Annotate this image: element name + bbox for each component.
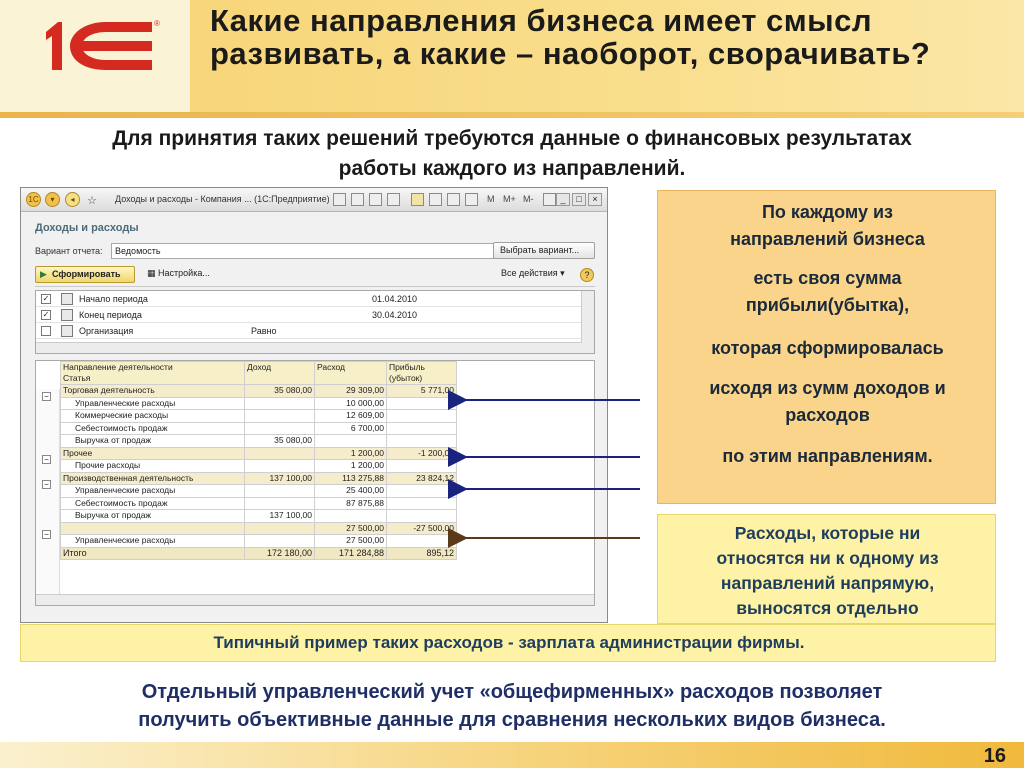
row-expense: 27 500,00: [315, 522, 387, 535]
table-icon: [61, 309, 73, 321]
info-box-expenses: [657, 514, 996, 624]
param-row[interactable]: [36, 307, 582, 323]
total-name: Итого: [61, 547, 245, 560]
slide-title: Какие направления бизнеса имеет смысл развивать, а какие – наоборот, сворачивать?: [210, 3, 931, 71]
app-window: [20, 187, 608, 623]
row-name: [61, 522, 245, 535]
report-table: [60, 361, 457, 560]
row-expense: [315, 510, 387, 523]
row-profit: [387, 497, 457, 510]
param-value[interactable]: Равно: [251, 326, 277, 336]
row-name: Коммерческие расходы: [61, 410, 245, 423]
choose-variant-button[interactable]: Выбрать вариант...: [493, 242, 595, 259]
row-income: 35 080,00: [245, 435, 315, 448]
table-icon: [61, 293, 73, 305]
total-expense: 171 284,88: [315, 547, 387, 560]
subtitle-line-1: Для принятия таких решений требуются данные о финансовых результатах: [112, 127, 912, 150]
row-name: Управленческие расходы: [61, 397, 245, 410]
table-row[interactable]: [61, 410, 457, 423]
row-income: [245, 485, 315, 498]
memory-mplus-button[interactable]: M+: [503, 194, 516, 204]
info-line: относятся ни к одному из: [716, 548, 939, 568]
star-icon[interactable]: ☆: [87, 195, 97, 207]
row-name: Прочее: [61, 447, 245, 460]
slide-header: [0, 0, 1024, 118]
all-actions-button[interactable]: Все действия ▾: [501, 268, 565, 278]
table-row[interactable]: [61, 497, 457, 510]
subtitle-line-2: работы каждого из направлений.: [338, 157, 686, 180]
favorite-icon[interactable]: [411, 193, 424, 206]
row-expense: 29 309,00: [315, 385, 387, 398]
row-name: Прочие расходы: [61, 460, 245, 473]
table-row[interactable]: [61, 435, 457, 448]
collapse-icon[interactable]: −: [42, 392, 51, 401]
param-value[interactable]: 01.04.2010: [372, 294, 418, 304]
maximize-icon[interactable]: □: [572, 193, 586, 206]
row-profit: [387, 535, 457, 548]
param-checkbox[interactable]: [41, 326, 51, 336]
row-income: [245, 397, 315, 410]
row-expense: 87 875,88: [315, 497, 387, 510]
row-income: [245, 522, 315, 535]
save-icon[interactable]: [333, 193, 346, 206]
window-titlebar: [21, 188, 607, 212]
header-profit: [387, 362, 457, 385]
header-item-label: Статья: [63, 373, 91, 383]
row-name: Выручка от продаж: [61, 435, 245, 448]
help-icon[interactable]: ?: [580, 268, 594, 282]
preview-icon[interactable]: [369, 193, 382, 206]
report-parameters: [35, 290, 595, 354]
info-line: прибыли(убытка),: [745, 295, 910, 315]
row-profit: [387, 510, 457, 523]
table-row[interactable]: [61, 535, 457, 548]
param-name: Конец периода: [79, 310, 142, 320]
conclusion-line-1: Отдельный управленческий учет «общефирменных» расходов позволяет: [141, 681, 883, 703]
dropdown-icon[interactable]: ▾: [45, 192, 60, 207]
app-menu-icon[interactable]: 1С: [26, 192, 41, 207]
toolbar-separator: [35, 286, 595, 287]
info-icon[interactable]: [543, 193, 556, 206]
param-name: Организация: [79, 326, 134, 336]
slide-footer: [0, 742, 1024, 768]
info-line: По каждому из: [761, 202, 893, 222]
collapse-icon[interactable]: −: [42, 530, 51, 539]
calc-icon[interactable]: [447, 193, 460, 206]
variant-label: Вариант отчета:: [35, 246, 103, 256]
info-line: расходов: [785, 405, 870, 425]
header-direction-label: Направление деятельности: [63, 362, 173, 372]
row-name: Управленческие расходы: [61, 485, 245, 498]
row-expense: 27 500,00: [315, 535, 387, 548]
row-name: Торговая деятельность: [61, 385, 245, 398]
row-income: [245, 410, 315, 423]
info-line: исходя из сумм доходов и: [709, 378, 946, 398]
conclusion-text: [0, 678, 1024, 734]
table-row[interactable]: [61, 510, 457, 523]
row-income: 137 100,00: [245, 472, 315, 485]
table-row[interactable]: [61, 422, 457, 435]
info-line: есть своя сумма: [753, 268, 902, 288]
param-checkbox[interactable]: ✓: [42, 310, 50, 319]
memory-mminus-button[interactable]: M-: [523, 194, 534, 204]
row-profit: [387, 422, 457, 435]
row-expense: 10 000,00: [315, 397, 387, 410]
row-income: [245, 422, 315, 435]
row-profit: [387, 435, 457, 448]
header-loss-label: (убыток): [389, 373, 423, 383]
window-title: Доходы и расходы - Компания ... (1С:Предприятие): [115, 194, 330, 204]
row-expense: 6 700,00: [315, 422, 387, 435]
param-name: Начало периода: [79, 294, 148, 304]
table-row[interactable]: [61, 397, 457, 410]
row-income: [245, 535, 315, 548]
info-line: выносятся отдельно: [736, 598, 919, 618]
table-row[interactable]: [61, 385, 457, 398]
settings-button-label: Настройка...: [158, 268, 210, 278]
param-checkbox[interactable]: ✓: [42, 294, 50, 303]
row-name: Управленческие расходы: [61, 535, 245, 548]
table-row[interactable]: [61, 460, 457, 473]
header-expense: Расход: [315, 362, 387, 385]
table-row[interactable]: [61, 472, 457, 485]
params-vertical-scrollbar[interactable]: [581, 291, 594, 353]
header-direction: [61, 362, 245, 385]
row-income: 137 100,00: [245, 510, 315, 523]
row-profit: [387, 397, 457, 410]
row-profit: [387, 485, 457, 498]
form-header: Доходы и расходы: [35, 222, 139, 234]
slide-subtitle: [0, 124, 1024, 184]
arrow-icon[interactable]: ◂: [65, 192, 80, 207]
info-line: направлений бизнеса: [730, 229, 925, 249]
row-profit: [387, 410, 457, 423]
row-income: [245, 447, 315, 460]
table-total-row[interactable]: [61, 547, 457, 560]
print-icon[interactable]: [351, 193, 364, 206]
param-value[interactable]: 30.04.2010: [372, 310, 418, 320]
table-icon: [61, 325, 73, 337]
example-strip: [20, 624, 996, 662]
row-income: 35 080,00: [245, 385, 315, 398]
settings-button[interactable]: [141, 266, 217, 283]
page-number: 16: [983, 745, 1006, 767]
info-line: Расходы, которые ни: [734, 523, 921, 543]
variant-field[interactable]: Ведомость: [111, 243, 506, 259]
row-expense: 113 275,88: [315, 472, 387, 485]
info-line: которая сформировалась: [711, 338, 944, 358]
row-profit: [387, 460, 457, 473]
info-line: направлений напрямую,: [720, 573, 935, 593]
row-name: Себестоимость продаж: [61, 422, 245, 435]
generate-button[interactable]: [35, 266, 135, 283]
calendar-icon[interactable]: [465, 193, 478, 206]
row-profit: 5 771,00: [387, 385, 457, 398]
row-expense: 1 200,00: [315, 460, 387, 473]
row-expense: [315, 435, 387, 448]
1c-logo: [40, 14, 166, 76]
collapse-icon[interactable]: −: [42, 480, 51, 489]
total-income: 172 180,00: [245, 547, 315, 560]
row-profit: 23 824,12: [387, 472, 457, 485]
total-profit: 895,12: [387, 547, 457, 560]
row-name: Себестоимость продаж: [61, 497, 245, 510]
row-profit: -1 200,00: [387, 447, 457, 460]
link-icon[interactable]: [429, 193, 442, 206]
info-line: по этим направлениям.: [722, 446, 933, 466]
memory-m-button[interactable]: M: [487, 194, 495, 204]
svg-text:®: ®: [154, 19, 160, 28]
row-profit: -27 500,00: [387, 522, 457, 535]
row-expense: 12 609,00: [315, 410, 387, 423]
table-header-row: [61, 362, 457, 385]
row-name: Выручка от продаж: [61, 510, 245, 523]
collapse-icon[interactable]: −: [42, 455, 51, 464]
minimize-icon[interactable]: _: [556, 193, 570, 206]
generate-button-label: Сформировать: [52, 269, 121, 279]
info-box-profit: [657, 190, 996, 504]
header-stripe: [0, 112, 1024, 118]
example-text: Типичный пример таких расходов - зарплата администрации фирмы.: [213, 633, 805, 652]
row-expense: 25 400,00: [315, 485, 387, 498]
report-horizontal-scrollbar[interactable]: [36, 594, 595, 605]
row-income: [245, 497, 315, 510]
export-icon[interactable]: [387, 193, 400, 206]
params-horizontal-scrollbar[interactable]: [36, 342, 582, 353]
header-profit-label: Прибыль: [389, 362, 425, 372]
row-name: Производственная деятельность: [61, 472, 245, 485]
header-income: Доход: [245, 362, 315, 385]
report-table-area: [35, 360, 595, 606]
table-row[interactable]: [61, 522, 457, 535]
table-row[interactable]: [61, 447, 457, 460]
param-row[interactable]: [36, 323, 582, 339]
close-icon[interactable]: ×: [588, 193, 602, 206]
row-expense: 1 200,00: [315, 447, 387, 460]
table-row[interactable]: [61, 485, 457, 498]
grouping-gutter: [36, 389, 60, 599]
play-icon: ▶: [40, 269, 47, 279]
settings-icon: ▦: [147, 268, 156, 278]
param-row[interactable]: [36, 291, 582, 307]
row-income: [245, 460, 315, 473]
conclusion-line-2: получить объективные данные для сравнения нескольких видов бизнеса.: [138, 709, 886, 731]
